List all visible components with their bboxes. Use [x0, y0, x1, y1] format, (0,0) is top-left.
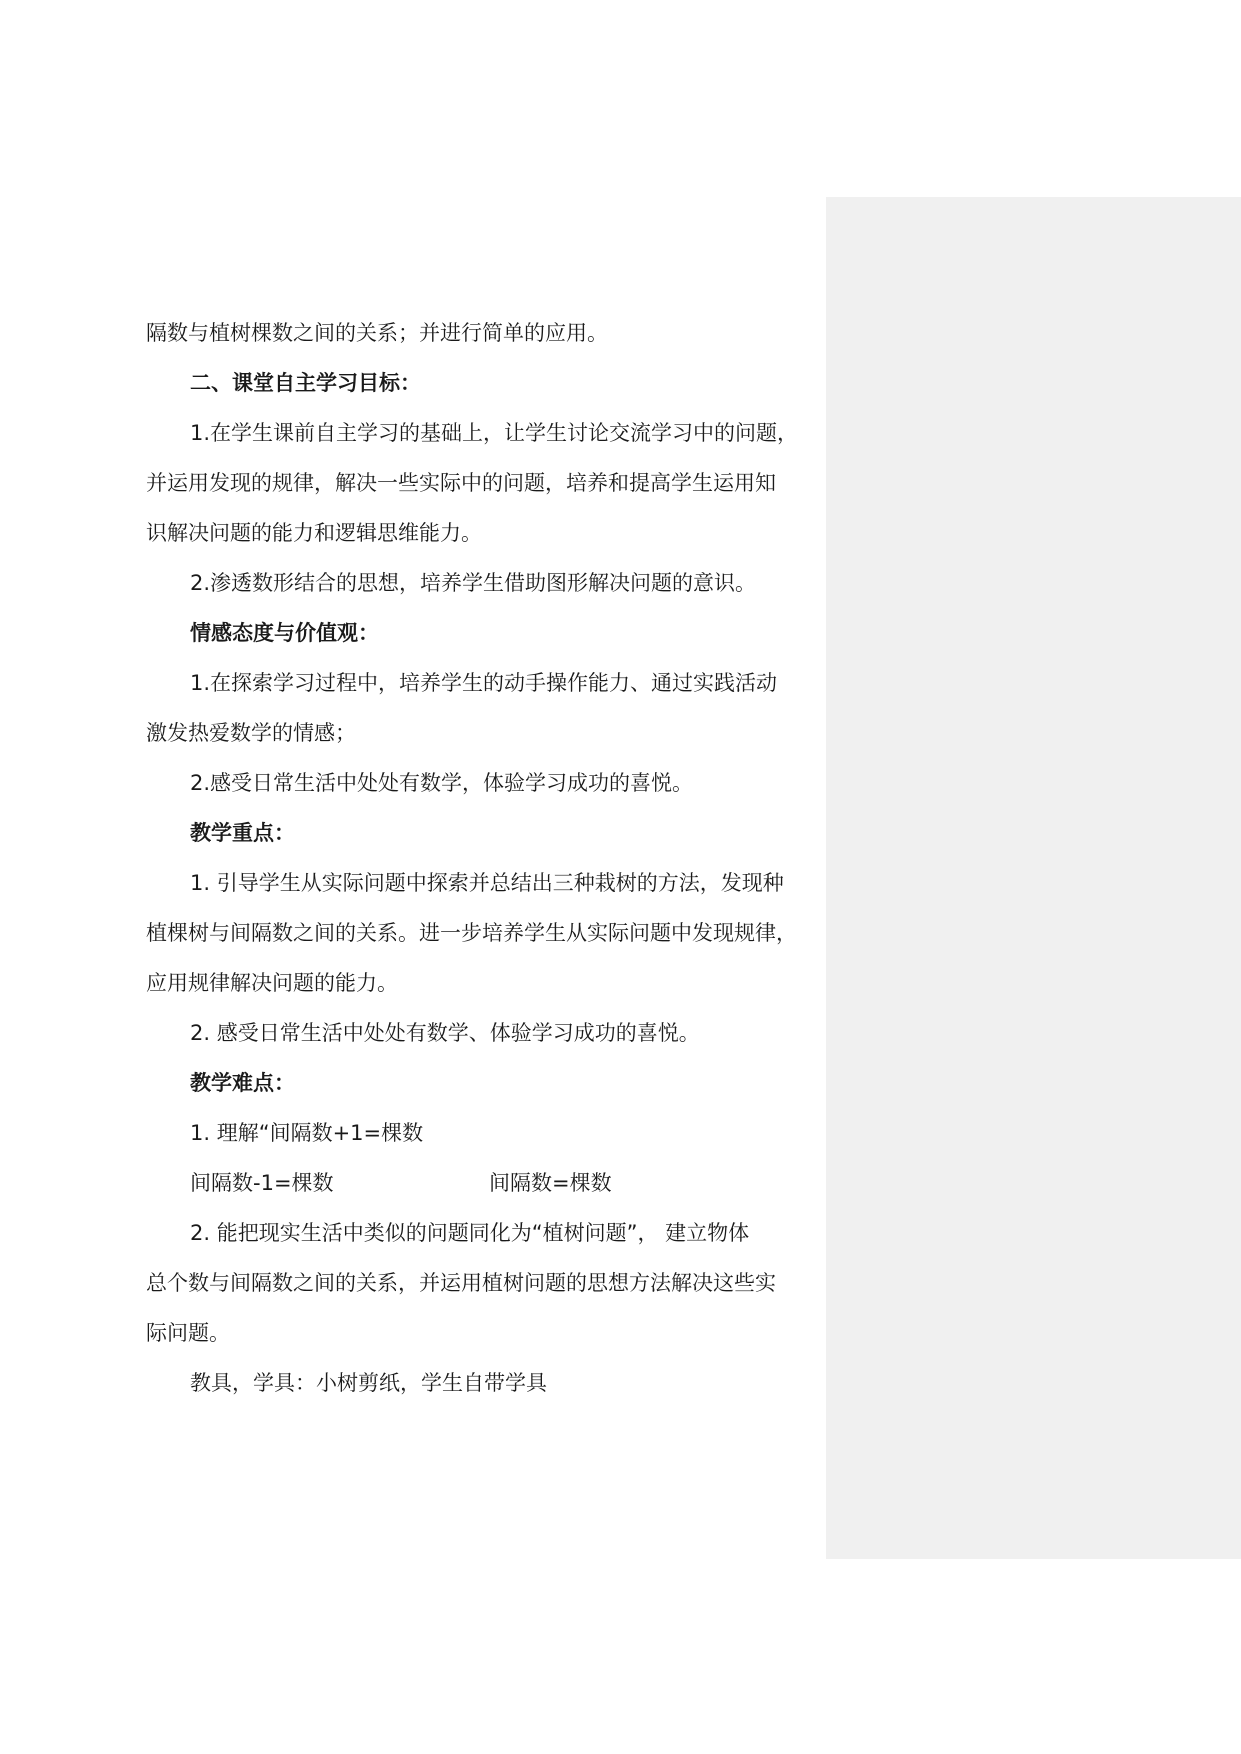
paragraph-line: 隔数与植树棵数之间的关系；并进行简单的应用。 [146, 321, 608, 345]
paragraph-line: 2.渗透数形结合的思想，培养学生借助图形解决问题的意识。 [190, 571, 757, 595]
paragraph-line: 应用规律解决问题的能力。 [146, 971, 398, 995]
paragraph-line: 激发热爱数学的情感； [146, 721, 356, 745]
paragraph-line: 总个数与间隔数之间的关系，并运用植树问题的思想方法解决这些实 [146, 1271, 776, 1295]
paragraph-line: 际问题。 [146, 1321, 230, 1345]
formula-line: 间隔数-1=棵数 [190, 1171, 334, 1195]
formula-line: 间隔数=棵数 [489, 1171, 612, 1195]
paragraph-line: 植棵树与间隔数之间的关系。进一步培养学生从实际问题中发现规律， [146, 921, 797, 945]
comment-margin-pane [826, 197, 1241, 1559]
paragraph-line: 2. 感受日常生活中处处有数学、体验学习成功的喜悦。 [190, 1021, 700, 1045]
section-heading: 教学难点： [190, 1071, 295, 1095]
paragraph-line: 教具，学具：小树剪纸，学生自带学具 [190, 1371, 547, 1395]
paragraph-line: 1.在学生课前自主学习的基础上，让学生讨论交流学习中的问题， [190, 421, 799, 445]
paragraph-line: 2. 能把现实生活中类似的问题同化为“植树问题”， 建立物体 [190, 1221, 750, 1245]
paragraph-line: 并运用发现的规律，解决一些实际中的问题，培养和提高学生运用知 [146, 471, 776, 495]
section-heading: 情感态度与价值观： [190, 621, 379, 645]
paragraph-line: 1. 理解“间隔数+1=棵数 [190, 1121, 424, 1145]
section-heading: 二、课堂自主学习目标： [190, 371, 421, 395]
paragraph-line: 1. 引导学生从实际问题中探索并总结出三种栽树的方法，发现种 [190, 871, 784, 895]
paragraph-line: 2.感受日常生活中处处有数学，体验学习成功的喜悦。 [190, 771, 694, 795]
paragraph-line: 1.在探索学习过程中，培养学生的动手操作能力、通过实践活动 [190, 671, 778, 695]
section-heading: 教学重点： [190, 821, 295, 845]
paragraph-line: 识解决问题的能力和逻辑思维能力。 [146, 521, 482, 545]
